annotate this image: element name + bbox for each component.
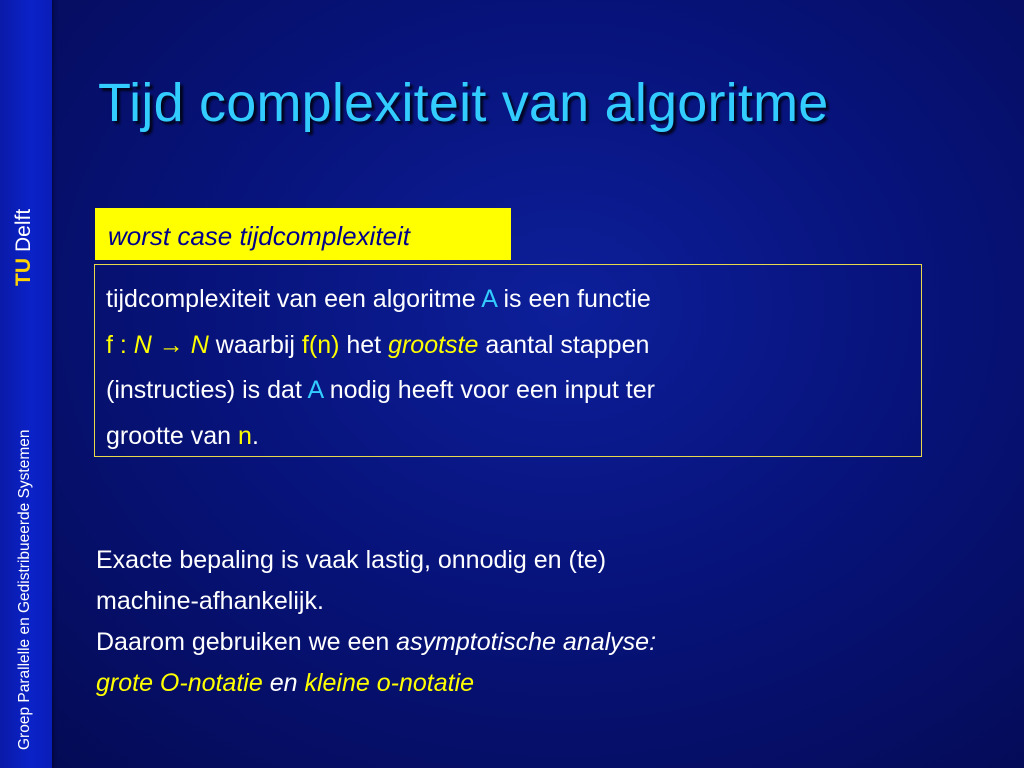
algorithm-symbol: A [481, 285, 497, 313]
definition-line-2 [106, 323, 921, 369]
def-text: aantal stappen [478, 330, 650, 359]
emphasis-grootste: grootste [388, 330, 479, 359]
tu-logo-text: TU [12, 258, 35, 286]
def-text: waarbij [208, 330, 302, 359]
emphasis-asymptotic: asymptotische analyse: [396, 628, 657, 656]
algorithm-symbol: A [307, 376, 323, 404]
sidebar [0, 0, 52, 768]
definition-line-4 [106, 414, 921, 460]
emphasis-big-o: grote O-notatie [96, 669, 263, 697]
def-text: is een functie [496, 285, 651, 313]
n-symbol: n [238, 421, 252, 450]
body-line-1: Exacte bepaling is vaak lastig, onnodig en (te) [96, 546, 607, 574]
body-text: en [262, 669, 305, 697]
codomain-symbol: N [190, 330, 209, 359]
body-line-2: machine-afhankelijk. [96, 587, 324, 615]
definition-box [94, 264, 922, 457]
def-text: . [251, 421, 259, 450]
domain-symbol: N [133, 330, 152, 359]
function-symbol: f [106, 330, 113, 359]
slide-title: Tijd complexiteit van algoritme [98, 73, 829, 133]
group-name: Groep Parallelle en Gedistribueerde Systemen [16, 429, 33, 750]
delft-logo-text: Delft [12, 208, 35, 252]
def-text: (instructies) is dat [106, 376, 308, 404]
emphasis-little-o: kleine o-notatie [304, 669, 475, 697]
def-text: nodig heeft voor een input ter [322, 376, 655, 404]
definition-label-text: worst case tijdcomplexiteit [108, 221, 410, 251]
body-line-4 [96, 663, 656, 704]
body-text: Daarom gebruiken we een [96, 628, 397, 656]
colon-symbol: : [112, 330, 134, 359]
fn-symbol: f(n) [301, 330, 340, 359]
definition-label [95, 208, 511, 260]
definition-line-1 [106, 277, 921, 323]
def-text: het [339, 330, 389, 359]
def-text: grootte van [106, 421, 239, 450]
body-line-3 [96, 622, 656, 663]
arrow-symbol: → [151, 330, 191, 359]
def-text: tijdcomplexiteit van een algoritme [106, 285, 482, 313]
definition-line-3 [106, 368, 921, 414]
body-paragraph [96, 540, 656, 704]
tu-delft-logo [12, 209, 36, 286]
